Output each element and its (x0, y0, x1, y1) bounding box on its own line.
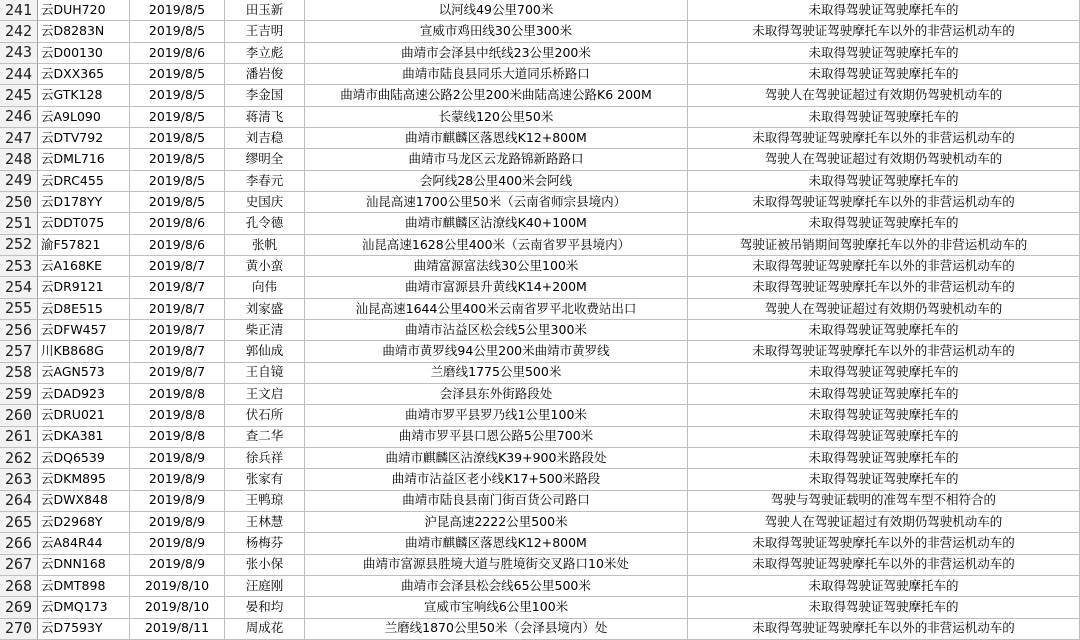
row-header[interactable]: 266 (0, 533, 38, 554)
cell-date[interactable]: 2019/8/10 (130, 576, 225, 597)
row-header[interactable]: 245 (0, 85, 38, 106)
cell-plate-number[interactable]: 云DUH720 (38, 0, 130, 21)
cell-violation[interactable]: 驾驶人在驾驶证超过有效期仍驾驶机动车的 (688, 512, 1080, 533)
cell-driver-name[interactable]: 张家有 (225, 469, 305, 490)
cell-plate-number[interactable]: 云DNN168 (38, 555, 130, 576)
cell-plate-number[interactable]: 云A9L090 (38, 107, 130, 128)
table-row (0, 512, 1080, 533)
table-row (0, 149, 1080, 170)
cell-violation[interactable]: 未取得驾驶证驾驶摩托车的 (688, 576, 1080, 597)
cell-violation[interactable]: 未取得驾驶证驾驶摩托车的 (688, 0, 1080, 21)
table-row (0, 491, 1080, 512)
cell-driver-name[interactable]: 田玉新 (225, 0, 305, 21)
cell-date[interactable]: 2019/8/5 (130, 128, 225, 149)
row-header[interactable]: 247 (0, 128, 38, 149)
cell-violation[interactable]: 未取得驾驶证驾驶摩托车的 (688, 597, 1080, 618)
cell-date[interactable]: 2019/8/11 (130, 619, 225, 640)
cell-plate-number[interactable]: 云DQ6539 (38, 448, 130, 469)
cell-violation[interactable]: 驾驶证被吊销期间驾驶摩托车以外的非营运机动车的 (688, 235, 1080, 256)
cell-violation[interactable]: 驾驶人在驾驶证超过有效期仍驾驶机动车的 (688, 85, 1080, 106)
cell-plate-number[interactable]: 云DML716 (38, 149, 130, 170)
cell-plate-number[interactable]: 云A84R44 (38, 533, 130, 554)
cell-driver-name[interactable]: 黄小蛮 (225, 256, 305, 277)
cell-violation[interactable]: 未取得驾驶证驾驶摩托车的 (688, 107, 1080, 128)
cell-date[interactable]: 2019/8/10 (130, 597, 225, 618)
cell-location[interactable]: 曲靖市沾益区松会线5公里300米 (305, 320, 688, 341)
cell-date[interactable]: 2019/8/8 (130, 384, 225, 405)
row-header[interactable]: 267 (0, 555, 38, 576)
row-header[interactable]: 268 (0, 576, 38, 597)
row-header[interactable]: 261 (0, 427, 38, 448)
row-header[interactable]: 257 (0, 341, 38, 362)
cell-location[interactable]: 宣威市鸡田线30公里300米 (305, 21, 688, 42)
cell-date[interactable]: 2019/8/5 (130, 192, 225, 213)
row-header[interactable]: 254 (0, 277, 38, 298)
cell-location[interactable]: 兰磨线1870公里50米（会泽县境内）处 (305, 619, 688, 640)
cell-location[interactable]: 曲靖市沾益区老小线K17+500米路段 (305, 469, 688, 490)
row-header[interactable]: 253 (0, 256, 38, 277)
table-row (0, 43, 1080, 64)
cell-driver-name[interactable]: 汪庭刚 (225, 576, 305, 597)
cell-date[interactable]: 2019/8/5 (130, 149, 225, 170)
cell-driver-name[interactable]: 周成花 (225, 619, 305, 640)
row-header[interactable]: 242 (0, 21, 38, 42)
cell-violation[interactable]: 未取得驾驶证驾驶摩托车的 (688, 171, 1080, 192)
table-row (0, 256, 1080, 277)
cell-date[interactable]: 2019/8/8 (130, 427, 225, 448)
table-row (0, 0, 1080, 21)
cell-driver-name[interactable]: 史国庆 (225, 192, 305, 213)
cell-location[interactable]: 以河线49公里700米 (305, 0, 688, 21)
cell-driver-name[interactable]: 孔令德 (225, 213, 305, 234)
cell-location[interactable]: 曲靖富源富法线30公里100米 (305, 256, 688, 277)
row-header[interactable]: 263 (0, 469, 38, 490)
cell-violation[interactable]: 未取得驾驶证驾驶摩托车以外的非营运机动车的 (688, 619, 1080, 640)
cell-driver-name[interactable]: 张小保 (225, 555, 305, 576)
row-header[interactable]: 243 (0, 43, 38, 64)
table-row (0, 107, 1080, 128)
cell-location[interactable]: 会泽县东外街路段处 (305, 384, 688, 405)
cell-plate-number[interactable]: 云DRU021 (38, 405, 130, 426)
cell-plate-number[interactable]: 川KB868G (38, 341, 130, 362)
table-row (0, 64, 1080, 85)
cell-location[interactable]: 曲靖市麒麟区落恩线K12+800M (305, 533, 688, 554)
cell-date[interactable]: 2019/8/9 (130, 512, 225, 533)
cell-date[interactable]: 2019/8/7 (130, 341, 225, 362)
cell-date[interactable]: 2019/8/5 (130, 107, 225, 128)
cell-location[interactable]: 曲靖市富源县升黄线K14+200M (305, 277, 688, 298)
cell-violation[interactable]: 未取得驾驶证驾驶摩托车的 (688, 320, 1080, 341)
cell-location[interactable]: 曲靖市富源县胜境大道与胜境街交叉路口10米处 (305, 555, 688, 576)
row-header[interactable]: 249 (0, 171, 38, 192)
cell-plate-number[interactable]: 云D8E515 (38, 299, 130, 320)
table-row (0, 235, 1080, 256)
cell-driver-name[interactable]: 向伟 (225, 277, 305, 298)
cell-violation[interactable]: 未取得驾驶证驾驶摩托车以外的非营运机动车的 (688, 277, 1080, 298)
cell-violation[interactable]: 驾驶人在驾驶证超过有效期仍驾驶机动车的 (688, 149, 1080, 170)
cell-plate-number[interactable]: 云D2968Y (38, 512, 130, 533)
cell-driver-name[interactable]: 缪明全 (225, 149, 305, 170)
cell-plate-number[interactable]: 云DFW457 (38, 320, 130, 341)
cell-location[interactable]: 曲靖市罗平县口恩公路5公里700米 (305, 427, 688, 448)
cell-driver-name[interactable]: 郭仙成 (225, 341, 305, 362)
cell-violation[interactable]: 驾驶人在驾驶证超过有效期仍驾驶机动车的 (688, 299, 1080, 320)
cell-violation[interactable]: 驾驶与驾驶证载明的准驾车型不相符合的 (688, 491, 1080, 512)
cell-driver-name[interactable]: 伏石所 (225, 405, 305, 426)
cell-driver-name[interactable]: 刘吉稳 (225, 128, 305, 149)
cell-location[interactable]: 曲靖市麒麟区沾潦线K40+100M (305, 213, 688, 234)
cell-date[interactable]: 2019/8/6 (130, 213, 225, 234)
table-row (0, 448, 1080, 469)
cell-plate-number[interactable]: 云DXX365 (38, 64, 130, 85)
cell-location[interactable]: 曲靖市罗平县罗乃线1公里100米 (305, 405, 688, 426)
cell-plate-number[interactable]: 云DAD923 (38, 384, 130, 405)
row-header[interactable]: 251 (0, 213, 38, 234)
row-header[interactable]: 255 (0, 299, 38, 320)
cell-date[interactable]: 2019/8/7 (130, 299, 225, 320)
cell-date[interactable]: 2019/8/6 (130, 235, 225, 256)
cell-plate-number[interactable]: 云DKA381 (38, 427, 130, 448)
cell-driver-name[interactable]: 蒋清飞 (225, 107, 305, 128)
cell-date[interactable]: 2019/8/6 (130, 43, 225, 64)
cell-violation[interactable]: 未取得驾驶证驾驶摩托车以外的非营运机动车的 (688, 256, 1080, 277)
cell-date[interactable]: 2019/8/7 (130, 320, 225, 341)
cell-location[interactable]: 曲靖市黄罗线94公里200米曲靖市黄罗线 (305, 341, 688, 362)
table-row (0, 85, 1080, 106)
row-header[interactable]: 252 (0, 235, 38, 256)
table-row (0, 533, 1080, 554)
cell-date[interactable]: 2019/8/9 (130, 533, 225, 554)
cell-violation[interactable]: 未取得驾驶证驾驶摩托车的 (688, 213, 1080, 234)
cell-violation[interactable]: 未取得驾驶证驾驶摩托车以外的非营运机动车的 (688, 21, 1080, 42)
cell-driver-name[interactable]: 王自镜 (225, 363, 305, 384)
row-header[interactable]: 265 (0, 512, 38, 533)
cell-driver-name[interactable]: 晏和均 (225, 597, 305, 618)
table-row (0, 363, 1080, 384)
cell-location[interactable]: 曲靖市会泽县中纸线23公里200米 (305, 43, 688, 64)
cell-date[interactable]: 2019/8/9 (130, 448, 225, 469)
cell-violation[interactable]: 未取得驾驶证驾驶摩托车以外的非营运机动车的 (688, 555, 1080, 576)
cell-plate-number[interactable]: 云D178YY (38, 192, 130, 213)
cell-violation[interactable]: 未取得驾驶证驾驶摩托车的 (688, 384, 1080, 405)
cell-location[interactable]: 汕昆高速1644公里400米云南省罗平北收费站出口 (305, 299, 688, 320)
cell-plate-number[interactable]: 云GTK128 (38, 85, 130, 106)
cell-driver-name[interactable]: 李金国 (225, 85, 305, 106)
cell-violation[interactable]: 未取得驾驶证驾驶摩托车的 (688, 427, 1080, 448)
cell-date[interactable]: 2019/8/9 (130, 469, 225, 490)
cell-plate-number[interactable]: 云DR9121 (38, 277, 130, 298)
row-header[interactable]: 259 (0, 384, 38, 405)
table-row (0, 597, 1080, 618)
cell-date[interactable]: 2019/8/5 (130, 64, 225, 85)
cell-plate-number[interactable]: 云A168KE (38, 256, 130, 277)
cell-location[interactable]: 会阿线28公里400米会阿线 (305, 171, 688, 192)
table-row (0, 341, 1080, 362)
cell-violation[interactable]: 未取得驾驶证驾驶摩托车的 (688, 448, 1080, 469)
cell-date[interactable]: 2019/8/5 (130, 171, 225, 192)
cell-plate-number[interactable]: 云AGN573 (38, 363, 130, 384)
cell-driver-name[interactable]: 李立彪 (225, 43, 305, 64)
cell-date[interactable]: 2019/8/7 (130, 363, 225, 384)
cell-driver-name[interactable]: 杨梅芬 (225, 533, 305, 554)
cell-violation[interactable]: 未取得驾驶证驾驶摩托车的 (688, 64, 1080, 85)
table-row (0, 128, 1080, 149)
cell-violation[interactable]: 未取得驾驶证驾驶摩托车以外的非营运机动车的 (688, 341, 1080, 362)
cell-location[interactable]: 曲靖市会泽县松会线65公里500米 (305, 576, 688, 597)
cell-driver-name[interactable]: 王鸭琼 (225, 491, 305, 512)
cell-plate-number[interactable]: 云D7593Y (38, 619, 130, 640)
cell-location[interactable]: 曲靖市麒麟区落恩线K12+800M (305, 128, 688, 149)
cell-driver-name[interactable]: 王文启 (225, 384, 305, 405)
row-header[interactable]: 256 (0, 320, 38, 341)
cell-location[interactable]: 曲靖市麒麟区沾潦线K39+900米路段处 (305, 448, 688, 469)
row-header[interactable]: 258 (0, 363, 38, 384)
cell-date[interactable]: 2019/8/5 (130, 0, 225, 21)
table-row (0, 277, 1080, 298)
cell-date[interactable]: 2019/8/7 (130, 277, 225, 298)
cell-plate-number[interactable]: 渝F57821 (38, 235, 130, 256)
cell-driver-name[interactable]: 张帆 (225, 235, 305, 256)
cell-driver-name[interactable]: 查二华 (225, 427, 305, 448)
cell-plate-number[interactable]: 云DMQ173 (38, 597, 130, 618)
row-header[interactable]: 250 (0, 192, 38, 213)
cell-date[interactable]: 2019/8/5 (130, 85, 225, 106)
cell-violation[interactable]: 未取得驾驶证驾驶摩托车的 (688, 43, 1080, 64)
cell-location[interactable]: 曲靖市陆良县南门街百货公司路口 (305, 491, 688, 512)
table-row (0, 405, 1080, 426)
cell-violation[interactable]: 未取得驾驶证驾驶摩托车的 (688, 469, 1080, 490)
table-row (0, 384, 1080, 405)
table-row (0, 469, 1080, 490)
cell-driver-name[interactable]: 徐兵祥 (225, 448, 305, 469)
cell-plate-number[interactable]: 云DKM895 (38, 469, 130, 490)
cell-driver-name[interactable]: 李春元 (225, 171, 305, 192)
cell-location[interactable]: 曲靖市陆良县同乐大道同乐桥路口 (305, 64, 688, 85)
cell-location[interactable]: 曲靖市曲陆高速公路2公里200米曲陆高速公路K6 200M (305, 85, 688, 106)
cell-violation[interactable]: 未取得驾驶证驾驶摩托车以外的非营运机动车的 (688, 128, 1080, 149)
row-header[interactable]: 262 (0, 448, 38, 469)
cell-driver-name[interactable]: 王林慧 (225, 512, 305, 533)
cell-date[interactable]: 2019/8/5 (130, 21, 225, 42)
table-row (0, 192, 1080, 213)
row-header[interactable]: 248 (0, 149, 38, 170)
row-header[interactable]: 241 (0, 0, 38, 21)
cell-violation[interactable]: 未取得驾驶证驾驶摩托车以外的非营运机动车的 (688, 533, 1080, 554)
cell-location[interactable]: 汕昆高速1700公里50米（云南省师宗县境内） (305, 192, 688, 213)
cell-violation[interactable]: 未取得驾驶证驾驶摩托车以外的非营运机动车的 (688, 192, 1080, 213)
cell-driver-name[interactable]: 柴正清 (225, 320, 305, 341)
cell-date[interactable]: 2019/8/9 (130, 491, 225, 512)
row-header[interactable]: 246 (0, 107, 38, 128)
cell-location[interactable]: 长蒙线120公里50米 (305, 107, 688, 128)
cell-plate-number[interactable]: 云D8283N (38, 21, 130, 42)
cell-date[interactable]: 2019/8/7 (130, 256, 225, 277)
row-header[interactable]: 260 (0, 405, 38, 426)
table-row (0, 21, 1080, 42)
cell-location[interactable]: 汕昆高速1628公里400米（云南省罗平县境内） (305, 235, 688, 256)
cell-plate-number[interactable]: 云DTV792 (38, 128, 130, 149)
cell-violation[interactable]: 未取得驾驶证驾驶摩托车的 (688, 363, 1080, 384)
table-row (0, 576, 1080, 597)
cell-location[interactable]: 宣威市宝响线6公里100米 (305, 597, 688, 618)
cell-plate-number[interactable]: 云D00130 (38, 43, 130, 64)
row-header[interactable]: 269 (0, 597, 38, 618)
table-row (0, 299, 1080, 320)
cell-location[interactable]: 沪昆高速2222公里500米 (305, 512, 688, 533)
cell-date[interactable]: 2019/8/9 (130, 555, 225, 576)
cell-driver-name[interactable]: 刘家盛 (225, 299, 305, 320)
row-header[interactable]: 270 (0, 619, 38, 640)
cell-location[interactable]: 曲靖市马龙区云龙路锦新路路口 (305, 149, 688, 170)
cell-violation[interactable]: 未取得驾驶证驾驶摩托车的 (688, 405, 1080, 426)
table-row (0, 213, 1080, 234)
cell-driver-name[interactable]: 潘岩俊 (225, 64, 305, 85)
table-row (0, 171, 1080, 192)
cell-location[interactable]: 兰磨线1775公里500米 (305, 363, 688, 384)
cell-plate-number[interactable]: 云DMT898 (38, 576, 130, 597)
cell-driver-name[interactable]: 王吉明 (225, 21, 305, 42)
table-row (0, 427, 1080, 448)
cell-plate-number[interactable]: 云DDT075 (38, 213, 130, 234)
cell-plate-number[interactable]: 云DWX848 (38, 491, 130, 512)
cell-date[interactable]: 2019/8/8 (130, 405, 225, 426)
table-row (0, 320, 1080, 341)
cell-plate-number[interactable]: 云DRC455 (38, 171, 130, 192)
table-row (0, 619, 1080, 640)
row-header[interactable]: 264 (0, 491, 38, 512)
row-header[interactable]: 244 (0, 64, 38, 85)
table-row (0, 555, 1080, 576)
